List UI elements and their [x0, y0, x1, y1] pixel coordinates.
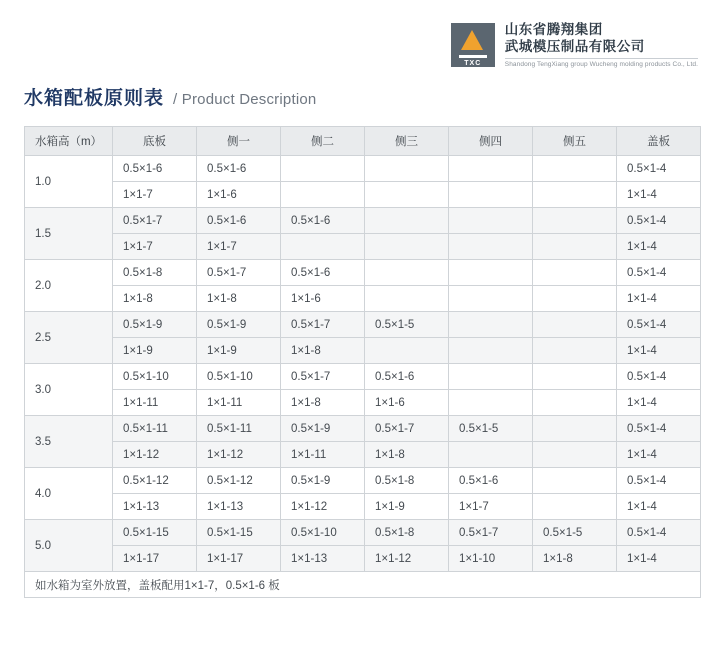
cell: 0.5×1-5 — [365, 312, 449, 338]
cell: 1×1-11 — [197, 390, 281, 416]
cell — [533, 312, 617, 338]
cell: 1×1-4 — [617, 338, 701, 364]
cell: 0.5×1-8 — [113, 260, 197, 286]
row-height-cell: 3.0 — [25, 364, 113, 416]
cell — [365, 156, 449, 182]
cell: 0.5×1-6 — [281, 260, 365, 286]
table-row — [25, 468, 701, 494]
cell — [281, 234, 365, 260]
table-row — [25, 520, 701, 546]
cell — [533, 494, 617, 520]
cell: 0.5×1-10 — [197, 364, 281, 390]
cell: 1×1-7 — [113, 234, 197, 260]
cell — [449, 156, 533, 182]
page-title-en: / Product Description — [173, 91, 317, 108]
cell: 0.5×1-9 — [281, 468, 365, 494]
cell: 0.5×1-4 — [617, 364, 701, 390]
company-name-line2: 武城模压制品有限公司 — [504, 38, 645, 54]
page-title-cn: 水箱配板原则表 — [24, 88, 165, 109]
cell: 1×1-4 — [617, 182, 701, 208]
company-logo-block — [451, 22, 698, 69]
row-height-cell: 2.0 — [25, 260, 113, 312]
table-header-row — [25, 127, 701, 156]
column-header-cover: 盖板 — [617, 127, 701, 156]
cell: 0.5×1-4 — [617, 208, 701, 234]
cell — [281, 156, 365, 182]
cell: 1×1-9 — [365, 494, 449, 520]
row-height-cell: 1.5 — [25, 208, 113, 260]
table-row — [25, 546, 701, 572]
company-name-block — [505, 22, 698, 69]
cell — [533, 416, 617, 442]
cell: 0.5×1-6 — [281, 208, 365, 234]
column-header-side2: 侧二 — [281, 127, 365, 156]
cell: 0.5×1-7 — [113, 208, 197, 234]
row-height-cell: 4.0 — [25, 468, 113, 520]
cell: 0.5×1-7 — [449, 520, 533, 546]
cell: 0.5×1-7 — [281, 364, 365, 390]
cell — [533, 442, 617, 468]
cell — [533, 468, 617, 494]
column-header-height: 水箱高（m） — [25, 127, 113, 156]
cell: 0.5×1-6 — [113, 156, 197, 182]
cell: 0.5×1-7 — [365, 416, 449, 442]
cell: 1×1-9 — [113, 338, 197, 364]
cell — [449, 286, 533, 312]
table-row — [25, 390, 701, 416]
row-height-cell: 2.5 — [25, 312, 113, 364]
cell: 0.5×1-4 — [617, 260, 701, 286]
table-row — [25, 208, 701, 234]
cell: 1×1-4 — [617, 442, 701, 468]
cell — [365, 338, 449, 364]
txc-logo-icon — [451, 23, 495, 67]
company-name-line1: 山东省腾翔集团 — [504, 22, 603, 37]
row-height-cell: 3.5 — [25, 416, 113, 468]
row-height-cell: 5.0 — [25, 520, 113, 572]
cell — [533, 260, 617, 286]
cell — [365, 208, 449, 234]
cell: 1×1-17 — [113, 546, 197, 572]
cell: 1×1-12 — [197, 442, 281, 468]
cell — [365, 260, 449, 286]
table-row — [25, 364, 701, 390]
column-header-side5: 侧五 — [533, 127, 617, 156]
table-body — [25, 156, 701, 598]
cell: 0.5×1-6 — [197, 156, 281, 182]
cell: 0.5×1-4 — [617, 416, 701, 442]
cell: 1×1-4 — [617, 546, 701, 572]
cell — [365, 234, 449, 260]
cell: 0.5×1-8 — [365, 520, 449, 546]
column-header-bottom: 底板 — [113, 127, 197, 156]
cell: 0.5×1-7 — [281, 312, 365, 338]
cell — [449, 182, 533, 208]
page-title — [24, 83, 316, 110]
cell — [533, 156, 617, 182]
cell — [533, 286, 617, 312]
cell: 1×1-13 — [281, 546, 365, 572]
cell — [449, 260, 533, 286]
cell: 1×1-7 — [113, 182, 197, 208]
cell: 1×1-4 — [617, 234, 701, 260]
column-header-side3: 侧三 — [365, 127, 449, 156]
cell — [533, 182, 617, 208]
logo-triangle-shape — [461, 30, 483, 50]
cell — [449, 234, 533, 260]
cell: 1×1-12 — [281, 494, 365, 520]
table-row — [25, 416, 701, 442]
cell — [449, 312, 533, 338]
cell: 0.5×1-5 — [533, 520, 617, 546]
table-footnote: 如水箱为室外放置，盖板配用1×1-7，0.5×1-6 板 — [25, 572, 701, 598]
cell: 0.5×1-6 — [197, 208, 281, 234]
table-header — [25, 127, 701, 156]
cell: 0.5×1-9 — [197, 312, 281, 338]
table-row — [25, 156, 701, 182]
cell: 0.5×1-4 — [617, 312, 701, 338]
column-header-side4: 侧四 — [449, 127, 533, 156]
cell: 0.5×1-10 — [281, 520, 365, 546]
cell — [449, 208, 533, 234]
cell: 1×1-11 — [281, 442, 365, 468]
table-row — [25, 286, 701, 312]
cell: 0.5×1-15 — [113, 520, 197, 546]
cell: 0.5×1-7 — [197, 260, 281, 286]
cell: 0.5×1-4 — [617, 520, 701, 546]
cell — [533, 364, 617, 390]
cell: 1×1-7 — [197, 234, 281, 260]
cell: 1×1-6 — [365, 390, 449, 416]
cell: 0.5×1-12 — [197, 468, 281, 494]
cell: 0.5×1-4 — [617, 156, 701, 182]
cell: 1×1-10 — [449, 546, 533, 572]
cell — [449, 442, 533, 468]
cell: 0.5×1-4 — [617, 468, 701, 494]
cell — [281, 182, 365, 208]
cell: 0.5×1-6 — [449, 468, 533, 494]
cell — [365, 182, 449, 208]
table-row — [25, 494, 701, 520]
table-row — [25, 312, 701, 338]
cell — [533, 234, 617, 260]
table-row — [25, 338, 701, 364]
cell: 0.5×1-5 — [449, 416, 533, 442]
table-row — [25, 442, 701, 468]
cell: 0.5×1-10 — [113, 364, 197, 390]
cell: 1×1-8 — [533, 546, 617, 572]
cell: 1×1-9 — [197, 338, 281, 364]
column-header-side1: 侧一 — [197, 127, 281, 156]
cell — [365, 286, 449, 312]
logo-bar-shape — [459, 55, 487, 58]
cell — [533, 208, 617, 234]
cell: 0.5×1-8 — [365, 468, 449, 494]
cell: 1×1-6 — [197, 182, 281, 208]
company-name-english: Shandong TengXiang group Wucheng molding products Co., Ltd. — [505, 58, 698, 69]
table-row — [25, 260, 701, 286]
spec-table-container — [24, 126, 700, 598]
table-row — [25, 182, 701, 208]
cell: 0.5×1-9 — [281, 416, 365, 442]
cell: 0.5×1-9 — [113, 312, 197, 338]
cell: 1×1-8 — [281, 390, 365, 416]
cell: 1×1-8 — [113, 286, 197, 312]
cell — [449, 364, 533, 390]
cell — [533, 390, 617, 416]
cell: 1×1-12 — [365, 546, 449, 572]
cell: 0.5×1-11 — [113, 416, 197, 442]
cell: 1×1-13 — [197, 494, 281, 520]
cell: 1×1-17 — [197, 546, 281, 572]
cell: 0.5×1-11 — [197, 416, 281, 442]
cell: 1×1-8 — [281, 338, 365, 364]
cell: 0.5×1-15 — [197, 520, 281, 546]
cell: 1×1-4 — [617, 494, 701, 520]
logo-abbr-text: TXC — [464, 60, 482, 68]
table-footnote-row — [25, 572, 701, 598]
cell — [449, 338, 533, 364]
cell: 1×1-8 — [197, 286, 281, 312]
cell: 1×1-8 — [365, 442, 449, 468]
cell: 1×1-6 — [281, 286, 365, 312]
cell: 0.5×1-6 — [365, 364, 449, 390]
cell: 1×1-13 — [113, 494, 197, 520]
cell: 1×1-4 — [617, 286, 701, 312]
cell — [533, 338, 617, 364]
cell: 1×1-12 — [113, 442, 197, 468]
row-height-cell: 1.0 — [25, 156, 113, 208]
板材配置表 — [24, 126, 701, 598]
table-row — [25, 234, 701, 260]
cell: 1×1-4 — [617, 390, 701, 416]
cell: 0.5×1-12 — [113, 468, 197, 494]
cell: 1×1-11 — [113, 390, 197, 416]
cell: 1×1-7 — [449, 494, 533, 520]
cell — [449, 390, 533, 416]
